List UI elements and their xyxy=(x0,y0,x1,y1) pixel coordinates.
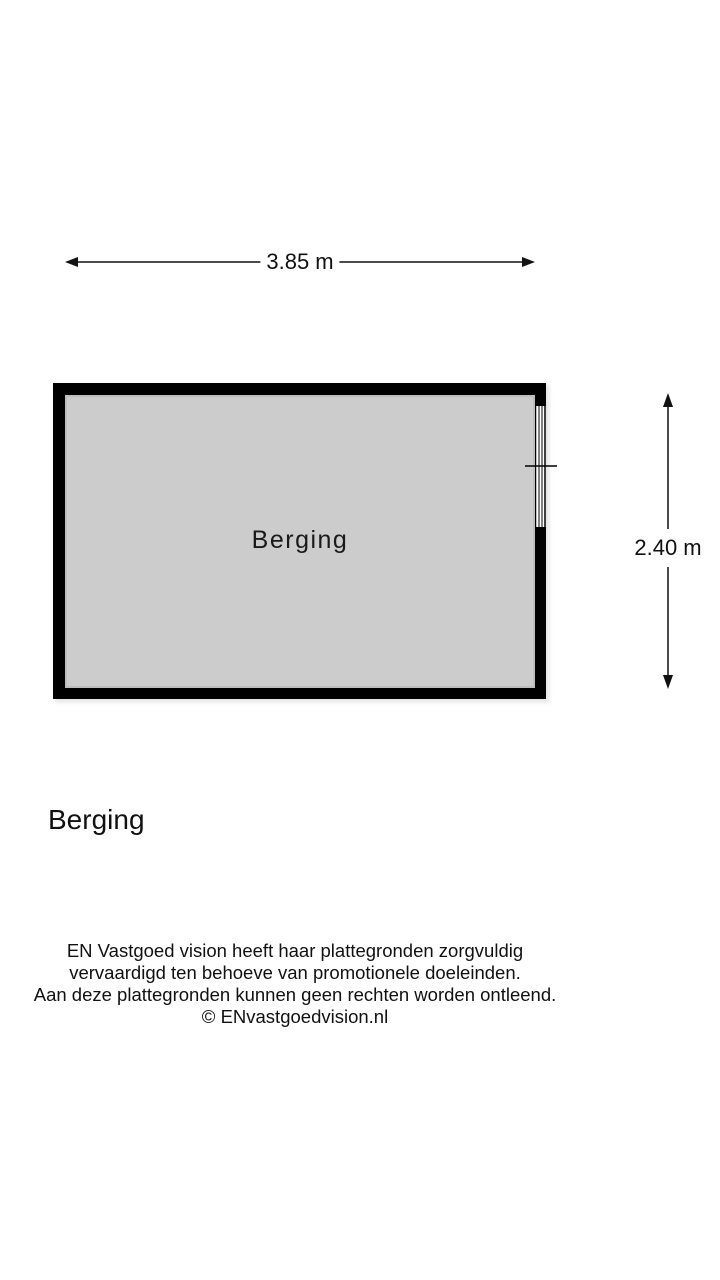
disclaimer-line: EN Vastgoed vision heeft haar plattegronden zorgvuldig xyxy=(66,940,524,961)
arrow-up-icon xyxy=(663,393,673,407)
floor-title: Berging xyxy=(48,804,145,835)
room-label: Berging xyxy=(251,526,349,554)
arrow-right-icon xyxy=(522,257,535,267)
width-dimension-label: 3.85 m xyxy=(260,249,339,275)
arrow-down-icon xyxy=(663,675,673,689)
disclaimer xyxy=(0,940,590,1028)
copyright-line: © ENvastgoedvision.nl xyxy=(201,1006,389,1027)
height-dimension-label: 2.40 m xyxy=(630,529,705,567)
arrow-left-icon xyxy=(65,257,78,267)
disclaimer-line: Aan deze plattegronden kunnen geen rechten worden ontleend. xyxy=(33,984,557,1005)
disclaimer-line: vervaardigd ten behoeve van promotionele doeleinden. xyxy=(69,962,521,983)
